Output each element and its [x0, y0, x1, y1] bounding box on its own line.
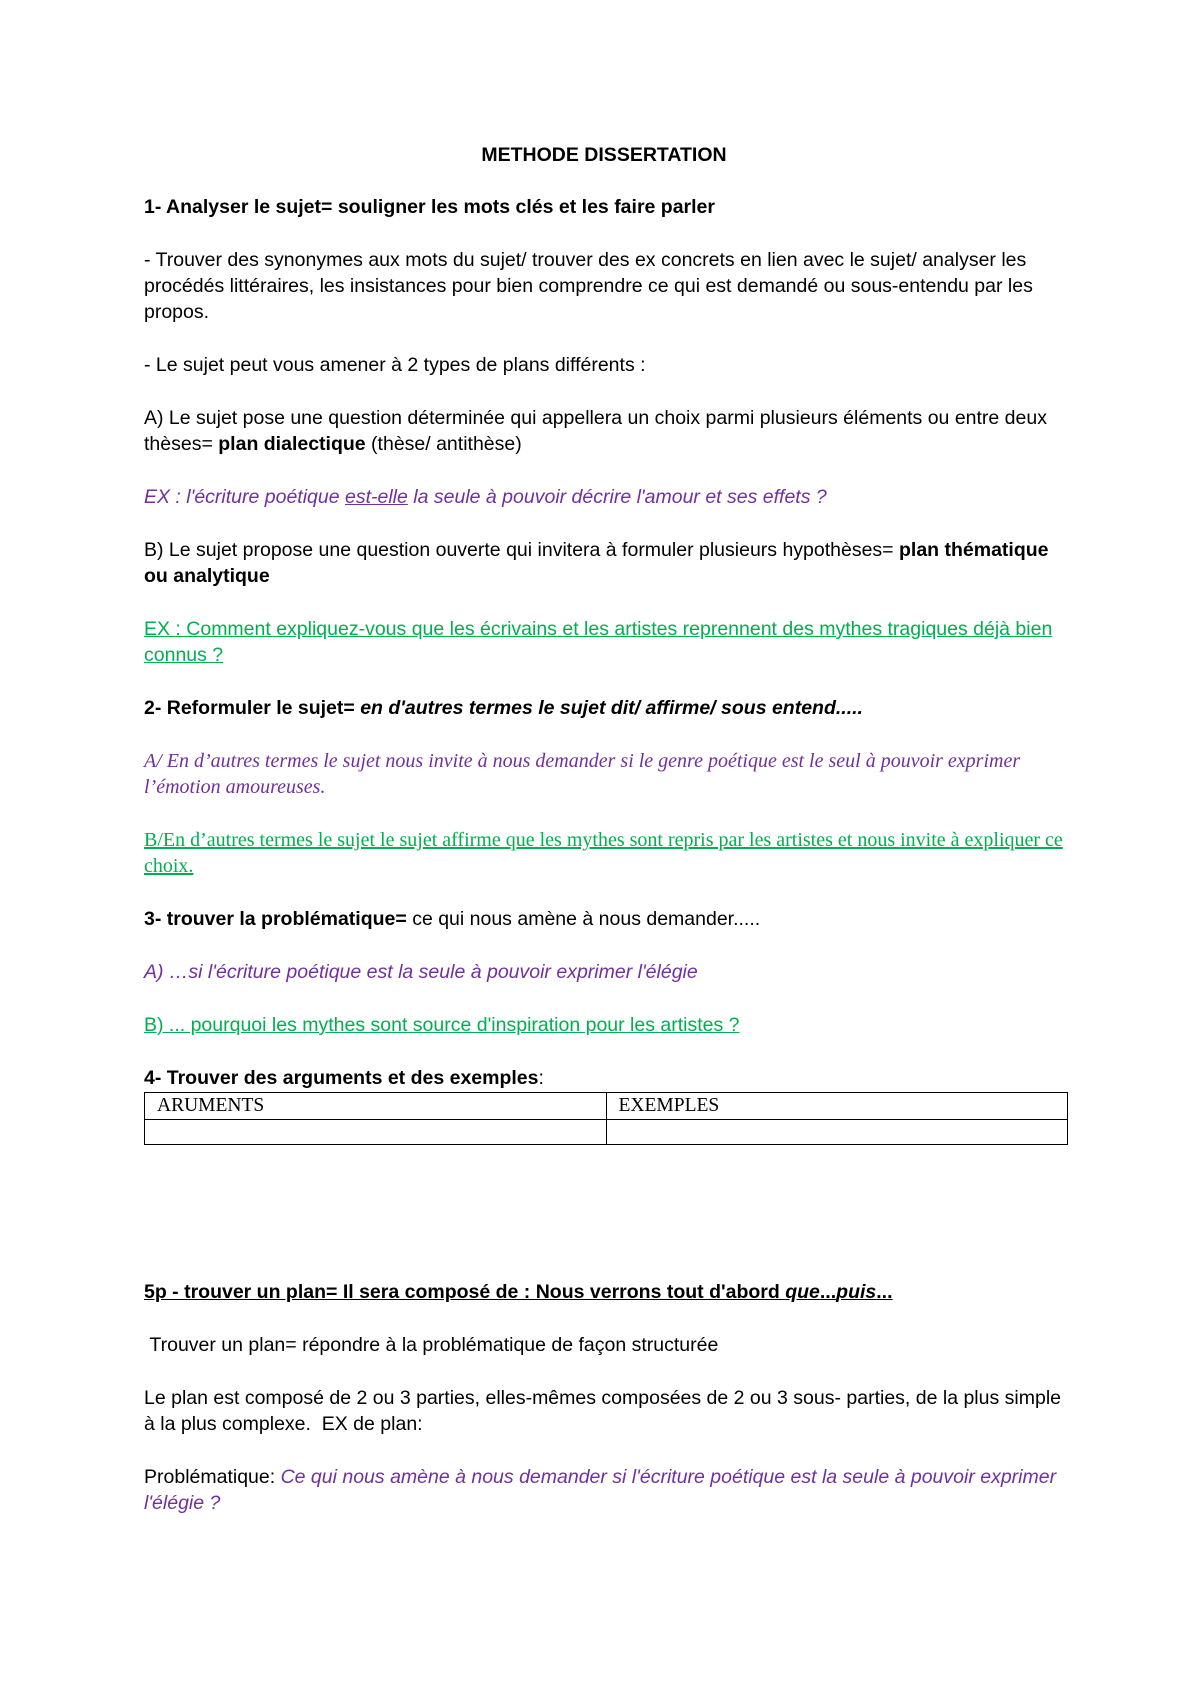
section-5-heading-dots-1: ...: [819, 1281, 837, 1303]
section-3-heading-bold: 3- trouver la problématique=: [144, 908, 407, 930]
section-5-heading-dots-2: ...: [876, 1281, 893, 1303]
table-header-exemples: EXEMPLES: [606, 1093, 1068, 1120]
document-title: METHODE DISSERTATION: [481, 144, 727, 166]
section-2-heading: [144, 695, 1064, 721]
problematique-text: Ce qui nous amène à nous demander si l'écriture poétique est la seule à pouvoir exprimer l'élégie ?: [144, 1466, 1057, 1514]
example-a-text: EX : l'écriture poétique: [144, 486, 345, 508]
example-a-suffix: la seule à pouvoir décrire l'amour et ses effets ?: [407, 486, 827, 508]
option-b-plan-type: plan thématique ou analytique: [144, 539, 1049, 587]
problematique-label: Problématique:: [144, 1466, 281, 1488]
section-4-heading-colon: :: [538, 1067, 544, 1089]
table-row: [145, 1120, 1068, 1145]
section-2-heading-bold: 2- Reformuler le sujet=: [144, 697, 361, 719]
section-5-problematique: [144, 1464, 1064, 1516]
example-a-underlined: est-elle: [345, 486, 408, 508]
option-a-plan-type: plan dialectique: [218, 433, 366, 455]
document-body: [144, 142, 1067, 1516]
option-a-suffix: (thèse/ antithèse): [365, 433, 522, 455]
section-4-heading-bold: 4- Trouver des arguments et des exemples: [144, 1067, 539, 1089]
section-1-option-b: [144, 537, 1064, 589]
table-header-row: [145, 1093, 1068, 1120]
section-5-heading-puis: puis: [836, 1281, 877, 1303]
table-cell-arguments[interactable]: [145, 1120, 607, 1145]
table-header-arguments: ARUMENTS: [145, 1093, 607, 1120]
example-b: EX : Comment expliquez-vous que les écrivains et les artistes reprennent des mythes tragiques déjà bien connus ?: [144, 618, 1053, 666]
arguments-table: [144, 1092, 1068, 1145]
section-3-heading-rest: ce qui nous amène à nous demander.....: [406, 908, 761, 930]
section-1-paragraph-1: - Trouver des synonymes aux mots du sujet/ trouver des ex concrets en lien avec le sujet/ analyser les procédés littéraires, les insistances pour bien comprendre ce qui est demandé ou sous-entendu par les propos.: [144, 249, 1033, 323]
section-1-option-a: [144, 405, 1064, 457]
option-b-text: B) Le sujet propose une question ouverte qui invitera à formuler plusieurs hypothèses=: [144, 539, 899, 561]
table-cell-exemples[interactable]: [606, 1120, 1068, 1145]
section-5-heading-que: que: [785, 1281, 820, 1303]
section-3-heading: [144, 906, 1064, 932]
reformulation-b: B/En d’autres termes le sujet le sujet affirme que les mythes sont repris par les artistes et nous invite à expliquer ce choix.: [144, 829, 1063, 877]
section-5-heading-main: 5p - trouver un plan= Il sera composé de : Nous verrons tout d'abord: [144, 1281, 786, 1303]
section-4-heading: [144, 1065, 1064, 1091]
section-5-heading: [144, 1279, 1064, 1305]
section-1-paragraph-2: - Le sujet peut vous amener à 2 types de plans différents :: [144, 354, 646, 376]
option-a-text: A) Le sujet pose une question déterminée qui appellera un choix parmi plusieurs éléments ou entre deux thèses=: [144, 407, 1047, 455]
section-5-paragraph-2: Le plan est composé de 2 ou 3 parties, elles-mêmes composées de 2 ou 3 sous- parties, de la plus simple à la plus complexe. EX de plan:: [144, 1387, 1067, 1435]
section-1-heading: 1- Analyser le sujet= souligner les mots clés et les faire parler: [144, 196, 715, 218]
example-a: [144, 484, 1064, 510]
problematique-a: A) …si l'écriture poétique est la seule à pouvoir exprimer l'élégie: [144, 961, 698, 983]
reformulation-a: A/ En d’autres termes le sujet nous invite à nous demander si le genre poétique est le seul à pouvoir exprimer l’émotion amoureuses.: [144, 750, 1021, 798]
section-5-paragraph-1: Trouver un plan= répondre à la problématique de façon structurée: [144, 1334, 719, 1356]
problematique-b: B) ... pourquoi les mythes sont source d'inspiration pour les artistes ?: [144, 1014, 740, 1036]
section-2-heading-italic: en d'autres termes le sujet dit/ affirme/ sous entend.....: [360, 697, 863, 719]
